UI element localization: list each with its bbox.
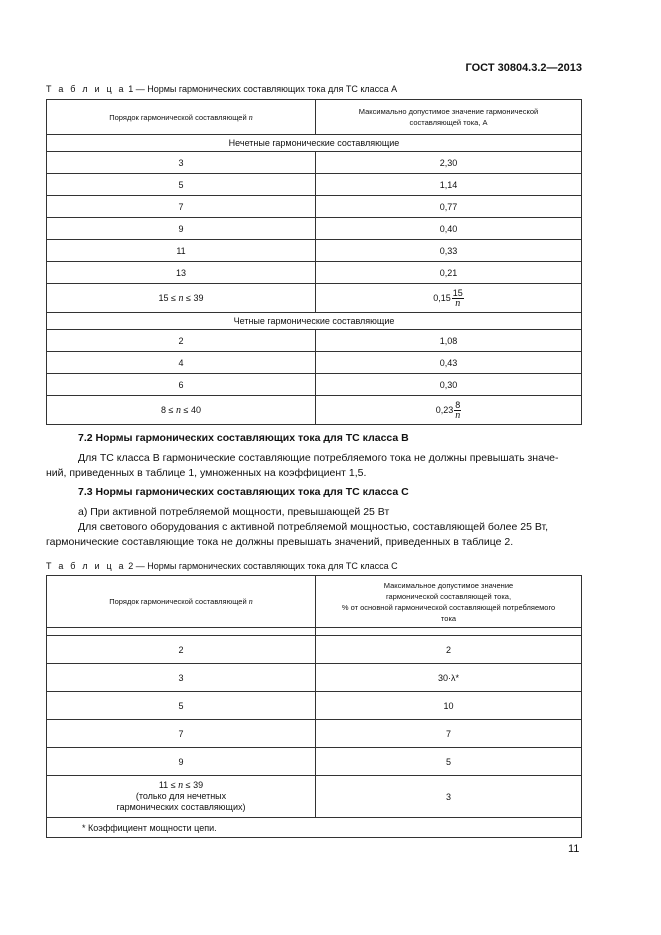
table2-col2-header-line1: Максимальное допустимое значение [383,580,514,590]
le-sign: ≤ [170,780,176,790]
formula-coefficient: 0,23 [435,404,454,415]
table-row [47,692,582,720]
table-row [47,196,582,218]
harmonic-value: 2,30 [316,152,582,174]
harmonic-value-formula [316,284,582,313]
paragraph-line: гармонические составляющие тока не должны превышать значений, приведенных в таблице 2. [46,536,514,548]
fraction-denominator: n [455,297,461,309]
page-number: 11 [568,843,580,855]
section-7-2-title: 7.2 Нормы гармонических составляющих тока для ТС класса В [78,432,409,444]
table2-caption-text: 2 — Нормы гармонических составляющих тока для ТС класса С [125,561,398,571]
table-row [47,284,582,313]
harmonic-order: 6 [47,374,316,396]
range-var: n [178,292,184,304]
table2-caption [46,561,398,571]
harmonic-order: 5 [47,692,316,720]
fraction-numerator: 8 [455,399,461,410]
harmonic-order: 3 [47,664,316,692]
table2-col1-header-text: Порядок гармонической составляющей [109,597,249,606]
table-row [47,152,582,174]
harmonic-order-range [47,776,316,818]
table1-odd-section-row [47,135,582,152]
table1-caption-prefix: Т а б л и ц а [46,84,126,94]
harmonic-order: 11 [47,240,316,262]
table-row [47,776,582,818]
table1-even-section: Четные гармонические составляющие [47,313,582,330]
harmonic-order-range [47,284,316,313]
range-note-line1: (только для нечетных [135,791,227,801]
le-sign: ≤ [171,292,176,303]
le-sign: ≤ [183,404,189,415]
table2 [46,575,582,838]
harmonic-value: 0,43 [316,352,582,374]
harmonic-value: 5 [316,748,582,776]
harmonic-order: 7 [47,720,316,748]
range-start: 15 [158,292,169,303]
formula-fraction [452,288,464,309]
document-code: ГОСТ 30804.3.2—2013 [465,62,582,74]
harmonic-value: 1,08 [316,330,582,352]
harmonic-order: 4 [47,352,316,374]
table-row [47,262,582,284]
table2-footnote: * Коэффициент мощности цепи. [47,818,582,838]
paragraph-line: ний, приведенных в таблице 1, умноженных на коэффициент 1,5. [46,467,367,479]
table-row [47,352,582,374]
harmonic-order: 13 [47,262,316,284]
table2-col2-header-line2: гармонической составляющей тока, [385,591,512,601]
range-start: 8 [161,404,167,415]
table2-col2-header [316,576,582,628]
table-row [47,748,582,776]
table1-col2-header-line2: составляющей тока, А [409,118,488,127]
harmonic-order: 9 [47,748,316,776]
table2-col2-header-line3: % от основной гармонической составляющей потребляемого [341,602,556,612]
le-sign: ≤ [186,292,191,303]
formula-coefficient: 0,15 [433,292,451,303]
table-row [47,330,582,352]
table1-col2-header-line1: Максимально допустимое значение гармонической [358,107,539,116]
table2-spacer-row [47,628,582,636]
table2-col2-header-line4: тока [440,613,457,623]
table2-footnote-row [47,818,582,838]
harmonic-value: 10 [316,692,582,720]
harmonic-order: 3 [47,152,316,174]
section-7-3-text [46,505,582,550]
table-row [47,636,582,664]
harmonic-order: 9 [47,218,316,240]
harmonic-value-formula [316,396,582,425]
paragraph-line: Для светового оборудования с активной потребляемой мощностью, составляющей более 25 Вт, [78,521,549,533]
table1 [46,99,582,425]
section-7-3-title: 7.3 Нормы гармонических составляющих тока для ТС класса С [78,486,409,498]
table2-col1-header-var: n [248,597,253,606]
harmonic-order: 2 [47,330,316,352]
table1-col1-header [47,100,316,135]
table2-header-row [47,576,582,628]
fraction-denominator: n [455,409,461,421]
harmonic-order: 5 [47,174,316,196]
range-var: n [176,404,181,416]
range-end: 39 [193,292,204,303]
range-end: 40 [190,404,201,415]
table-row [47,720,582,748]
table-row [47,174,582,196]
harmonic-order-range [47,396,316,425]
table1-caption [46,84,397,94]
le-sign: ≤ [168,404,174,415]
formula-fraction [454,400,461,421]
harmonic-value: 2 [316,636,582,664]
harmonic-value: 0,40 [316,218,582,240]
harmonic-value: 0,33 [316,240,582,262]
range-end: 39 [193,780,204,790]
table1-header-row [47,100,582,135]
range-note-line2: гармонических составляющих) [116,802,246,812]
paragraph-line: а) При активной потребляемой мощности, превышающей 25 Вт [78,506,390,518]
table1-col2-header [316,100,582,135]
section-7-2-text [46,451,582,481]
harmonic-order: 2 [47,636,316,664]
table-row [47,396,582,425]
harmonic-order: 7 [47,196,316,218]
table-row [47,664,582,692]
table1-even-section-row [47,313,582,330]
le-sign: ≤ [185,780,191,790]
table2-caption-prefix: Т а б л и ц а [46,561,126,571]
harmonic-value: 0,77 [316,196,582,218]
paragraph-line: Для ТС класса В гармонические составляющие потребляемого тока не должны превышать значе- [78,452,559,464]
table1-col1-header-text: Порядок гармонической составляющей [109,112,249,122]
harmonic-value: 7 [316,720,582,748]
harmonic-value: 30·λ* [316,664,582,692]
harmonic-value: 0,30 [316,374,582,396]
harmonic-value: 3 [316,776,582,818]
table-row [47,374,582,396]
fraction-numerator: 15 [452,287,463,298]
table1-caption-text: 1 — Нормы гармонических составляющих тока для ТС класса А [125,84,398,94]
range-start: 11 [158,780,169,790]
range-var: n [178,780,184,791]
harmonic-value: 0,21 [316,262,582,284]
table1-odd-section: Нечетные гармонические составляющие [47,135,582,152]
table1-col1-header-var: n [248,112,253,122]
table-row [47,240,582,262]
table2-col1-header [47,576,316,628]
table-row [47,218,582,240]
harmonic-value: 1,14 [316,174,582,196]
